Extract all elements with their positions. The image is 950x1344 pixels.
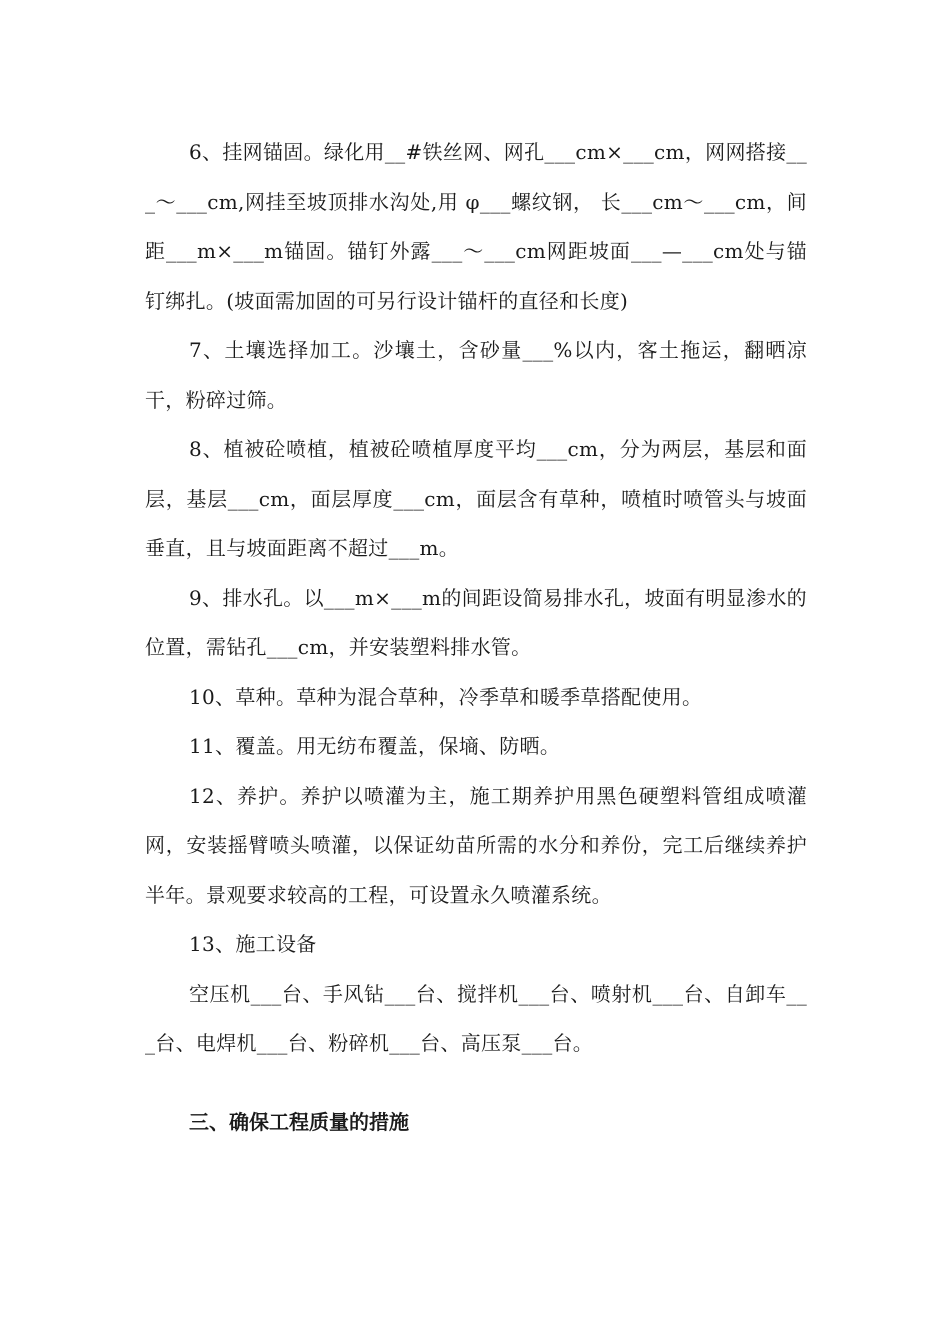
document-body	[145, 128, 807, 1147]
paragraph-item-11-covering: 11、覆盖。用无纺布覆盖，保墒、防晒。	[189, 734, 561, 758]
paragraph-item-12-maintenance: 12、养护。养护以喷灌为主，施工期养护用黑色硬塑料管组成喷灌网，安装摇臂喷头喷灌，以保证幼苗所需的水分和养份，完工后继续养护半年。景观要求较高的工程，可设置永久喷灌系统。	[145, 783, 807, 907]
paragraph-item-8-vegetation-concrete: 8、植被砼喷植，植被砼喷植厚度平均___cm，分为两层，基层和面层，基层___cm，面层厚度___cm，面层含有草种，喷植时喷管头与坡面垂直，且与坡面距离不超过___m。	[145, 437, 807, 560]
paragraph-item-9-drainage-holes: 9、排水孔。以___m×___m的间距设简易排水孔，坡面有明显渗水的位置，需钻孔___cm，并安装塑料排水管。	[145, 585, 807, 659]
paragraph-item-10-grass-seed: 10、草种。草种为混合草种，冷季草和暖季草搭配使用。	[189, 684, 703, 709]
paragraph-equipment-list: 空压机___台、手风钻___台、搅拌机___台、喷射机___台、自卸车___台、电焊机___台、粉碎机___台、高压泵___台。	[145, 981, 807, 1055]
section-heading: 三、确保工程质量的措施	[189, 1109, 409, 1134]
paragraph-item-6-mesh-anchoring: 6、挂网锚固。绿化用__#铁丝网、网孔___cm×___cm，网网搭接___～___cm,网挂至坡顶排水沟处,用 φ___螺纹钢， 长___cm～___cm，间距___m×___m锚固。锚钉外露___～___cm网距坡面___—___cm处与锚钉绑扎。(坡面需加固的可另行设计锚杆的直径和长度)	[145, 140, 807, 313]
paragraph-item-7-soil-processing: 7、土壤选择加工。沙壤土，含砂量___%以内，客土拖运，翻晒凉干，粉碎过筛。	[145, 338, 807, 412]
paragraph-item-13-equipment: 13、施工设备	[189, 932, 317, 956]
